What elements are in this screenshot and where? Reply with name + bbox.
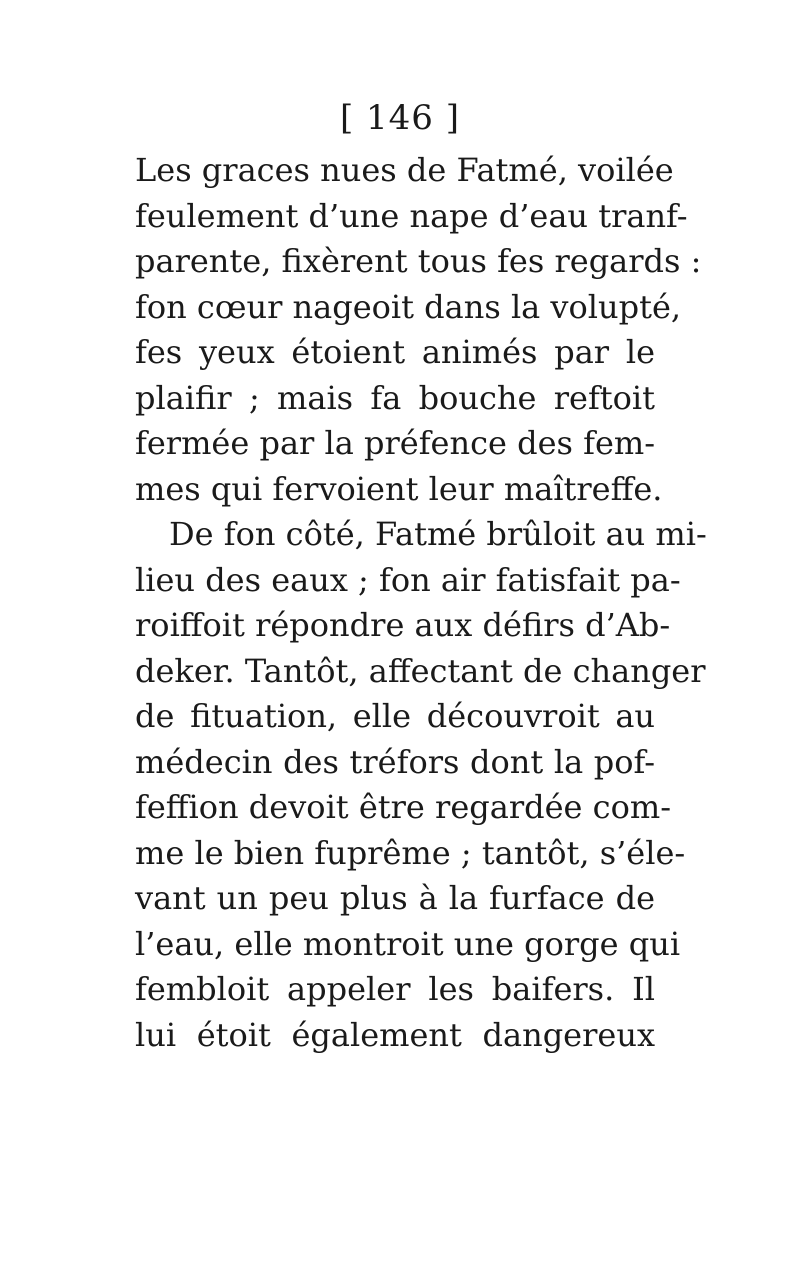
text-line: fermée par la préfence des fem- <box>135 424 656 462</box>
text-line: vant un peu plus à la furface de <box>135 879 655 917</box>
page-number: [ 146 ] <box>339 98 461 138</box>
text-line: feulement d’une nape d’eau tranf- <box>135 196 688 235</box>
text-line: mes qui fervoient leur maîtreffe. <box>135 469 663 508</box>
text-line: de fituation, elle découvroit au <box>135 697 655 735</box>
text-line: me le bien fuprême ; tantôt, s’éle- <box>135 833 686 872</box>
text-line: lieu des eaux ; fon air fatisfait pa- <box>135 560 681 599</box>
text-line: lui étoit également dangereux <box>135 1015 655 1054</box>
text-line: Les graces nues de Fatmé, voilée <box>135 151 674 189</box>
text-line: l’eau, elle montroit une gorge qui <box>135 924 681 963</box>
text-line: De fon côté, Fatmé brûloit au mi- <box>169 515 707 553</box>
text-line: fembloit appeler les baifers. Il <box>135 970 655 1008</box>
text-line: roiffoit répondre aux défirs d’Ab- <box>135 606 671 644</box>
text-line: deker. Tantôt, affectant de changer <box>135 651 706 690</box>
text-line: plaifir ; mais fa bouche reftoit <box>135 378 655 417</box>
body-text <box>135 148 707 1058</box>
text-line: fes yeux étoient animés par le <box>135 333 655 371</box>
text-line: médecin des tréfors dont la pof- <box>135 742 655 781</box>
text-line: feffion devoit être regardée com- <box>135 788 671 826</box>
text-line: fon cœur nageoit dans la volupté, <box>135 287 682 326</box>
text-line: parente, fixèrent tous fes regards : <box>135 242 702 280</box>
